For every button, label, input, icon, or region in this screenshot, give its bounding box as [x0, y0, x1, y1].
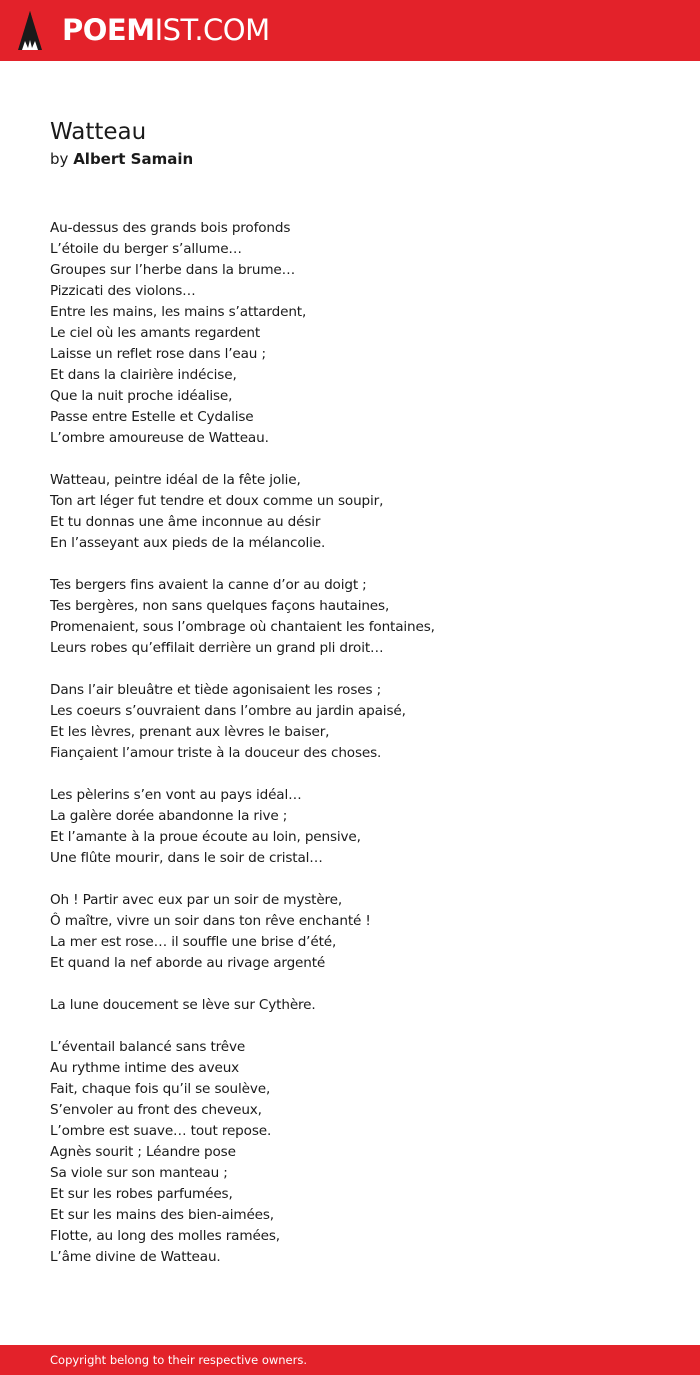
- poem-line: La lune doucement se lève sur Cythère.: [50, 997, 316, 1013]
- poem-stanza: [50, 470, 670, 554]
- logo-bold-text: POEM: [62, 13, 155, 47]
- poem-stanza: [50, 218, 670, 449]
- poem-stanza: [50, 575, 670, 659]
- poem-line: Et sur les robes parfumées,: [50, 1186, 233, 1202]
- byline: [50, 148, 193, 170]
- poem-line: La galère dorée abandonne la rive ;: [50, 808, 288, 824]
- poem-line: Pizzicati des violons…: [50, 283, 196, 299]
- poem-line: Et l’amante à la proue écoute au loin, pensive,: [50, 829, 361, 845]
- poem-line: Tes bergères, non sans quelques façons hautaines,: [50, 598, 390, 614]
- poem-line: L’éventail balancé sans trêve: [50, 1039, 246, 1055]
- pencil-icon[interactable]: [17, 10, 43, 52]
- poem-line: Les coeurs s’ouvraient dans l’ombre au jardin apaisé,: [50, 703, 406, 719]
- poem-line: Les pèlerins s’en vont au pays idéal…: [50, 787, 302, 803]
- poem-body: [50, 218, 670, 1289]
- poem-line: L’ombre amoureuse de Watteau.: [50, 430, 269, 446]
- poem-line: Passe entre Estelle et Cydalise: [50, 409, 254, 425]
- poem-line: Groupes sur l’herbe dans la brume…: [50, 262, 296, 278]
- poem-stanza: [50, 1037, 670, 1268]
- poem-line: La mer est rose… il souffle une brise d’été,: [50, 934, 337, 950]
- poem-line: Et quand la nef aborde au rivage argenté: [50, 955, 326, 971]
- poem-line: Et dans la clairière indécise,: [50, 367, 237, 383]
- poem-stanza: [50, 785, 670, 869]
- poem-line: Laisse un reflet rose dans l’eau ;: [50, 346, 266, 362]
- poem-stanza: [50, 890, 670, 974]
- poem-line: Agnès sourit ; Léandre pose: [50, 1144, 236, 1160]
- poem-line: Leurs robes qu’effilait derrière un grand pli droit…: [50, 640, 384, 656]
- poem-line: Fiançaient l’amour triste à la douceur des choses.: [50, 745, 382, 761]
- poem-line: Le ciel où les amants regardent: [50, 325, 261, 341]
- poem-line: Que la nuit proche idéalise,: [50, 388, 233, 404]
- poem-line: En l’asseyant aux pieds de la mélancolie.: [50, 535, 326, 551]
- copyright-text: Copyright belong to their respective owners.: [50, 1353, 308, 1367]
- poem-line: Watteau, peintre idéal de la fête jolie,: [50, 472, 301, 488]
- poem-line: L’ombre est suave… tout repose.: [50, 1123, 272, 1139]
- site-logo[interactable]: [62, 12, 270, 48]
- poem-line: Tes bergers fins avaient la canne d’or au doigt ;: [50, 577, 367, 593]
- poem-title: Watteau: [50, 119, 147, 145]
- author-name: Albert Samain: [73, 150, 194, 168]
- poem-line: Promenaient, sous l’ombrage où chantaient les fontaines,: [50, 619, 435, 635]
- poem-line: L’âme divine de Watteau.: [50, 1249, 221, 1265]
- poem-stanza: [50, 680, 670, 764]
- poem-line: Fait, chaque fois qu’il se soulève,: [50, 1081, 271, 1097]
- poem-line: Et tu donnas une âme inconnue au désir: [50, 514, 321, 530]
- poem-line: Ton art léger fut tendre et doux comme un soupir,: [50, 493, 384, 509]
- site-footer: [0, 1345, 700, 1375]
- by-label: by: [50, 150, 69, 168]
- poem-line: Dans l’air bleuâtre et tiède agonisaient les roses ;: [50, 682, 382, 698]
- poem-line: Et les lèvres, prenant aux lèvres le baiser,: [50, 724, 330, 740]
- poem-line: Entre les mains, les mains s’attardent,: [50, 304, 307, 320]
- poem-line: Et sur les mains des bien-aimées,: [50, 1207, 274, 1223]
- poem-line: Au rythme intime des aveux: [50, 1060, 240, 1076]
- site-header: [0, 0, 700, 61]
- poem-line: Flotte, au long des molles ramées,: [50, 1228, 280, 1244]
- poem-line: Sa viole sur son manteau ;: [50, 1165, 228, 1181]
- poem-line: L’étoile du berger s’allume…: [50, 241, 242, 257]
- poem-line: Oh ! Partir avec eux par un soir de mystère,: [50, 892, 343, 908]
- poem-line: Ô maître, vivre un soir dans ton rêve enchanté !: [50, 913, 371, 929]
- poem-line: Une flûte mourir, dans le soir de cristal…: [50, 850, 323, 866]
- poem-line: Au-dessus des grands bois profonds: [50, 220, 291, 236]
- poem-line: S’envoler au front des cheveux,: [50, 1102, 262, 1118]
- logo-light-text: IST.COM: [154, 13, 270, 47]
- poem-stanza: [50, 995, 670, 1016]
